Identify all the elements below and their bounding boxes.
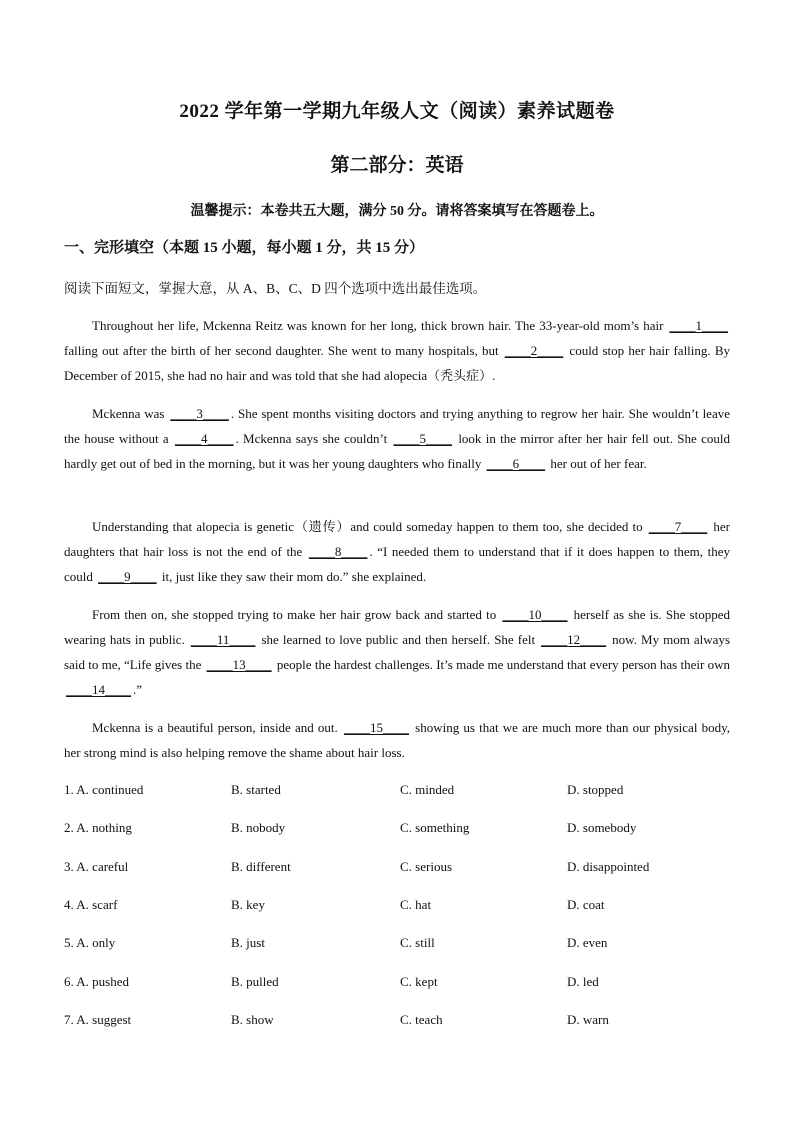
blank-7: ____7____ — [648, 519, 708, 534]
blank-3: ____3____ — [170, 406, 229, 421]
option-c: C. teach — [400, 1012, 443, 1027]
blank-8: ____8____ — [308, 544, 368, 559]
blank-5: ____5____ — [393, 431, 452, 446]
page-subtitle: 第二部分：英语 — [330, 155, 464, 176]
passage-paragraph-5 — [64, 715, 730, 765]
option-d: D. coat — [567, 897, 605, 912]
option-b: B. started — [231, 782, 281, 797]
blank-11: ____11____ — [190, 632, 256, 647]
option-b: B. just — [231, 935, 265, 950]
passage-text: she learned to love public and then herself. She felt — [257, 632, 540, 647]
passage-paragraph-3 — [64, 514, 730, 589]
passage-text: now. My mom always said to me, “Life gives the — [64, 632, 730, 672]
passage-text: her out of her fear. — [547, 456, 647, 471]
option-b: B. different — [231, 859, 291, 874]
section-heading: 一、完形填空（本题 15 小题，每小题 1 分，共 15 分） — [64, 240, 425, 256]
passage-text: showing us that we are much more than our physical body, her strong mind is also helping remove the shame about hair loss. — [64, 720, 731, 760]
blank-1: ____1____ — [669, 318, 728, 333]
passage-text: her daughters that hair loss is not the end of the — [64, 519, 730, 559]
page-title: 2022 学年第一学期九年级人文（阅读）素养试题卷 — [179, 101, 615, 122]
notice-text: 温馨提示：本卷共五大题，满分 50 分。请将答案填写在答题卷上。 — [190, 204, 604, 219]
blank-9: ____9____ — [98, 569, 157, 584]
question-options-row — [64, 782, 730, 802]
passage-text: .” — [133, 682, 143, 697]
passage-text: look in the mirror after her hair fell out. She could hardly get out of bed in the morning, but it was her young daughters who finally — [64, 431, 730, 471]
passage-text: falling out after the birth of her second daughter. She went to many hospitals, but — [64, 343, 503, 358]
passage-text: . She spent months visiting doctors and trying anything to regrow her hair. She wouldn’t leave the house without a — [64, 406, 730, 446]
option-d: D. warn — [567, 1012, 609, 1027]
blank-13: ____13____ — [206, 657, 272, 672]
option-d: D. even — [567, 935, 608, 950]
question-options-row — [64, 820, 730, 840]
option-d: D. somebody — [567, 820, 637, 835]
passage-text: Mckenna was — [92, 406, 169, 421]
passage-text: . Mckenna says she couldn’t — [235, 431, 392, 446]
option-c: C. something — [400, 820, 470, 835]
passage-text: it, just like they saw their mom do.” she explained. — [158, 569, 427, 584]
blank-12: ____12____ — [541, 632, 607, 647]
option-c: C. serious — [400, 859, 452, 874]
passage-paragraph-2 — [64, 401, 730, 476]
option-a: 4. A. scarf — [64, 897, 118, 912]
option-a: 5. A. only — [64, 935, 116, 950]
option-a: 7. A. suggest — [64, 1012, 132, 1027]
option-d: D. led — [567, 974, 599, 989]
option-b: B. nobody — [231, 820, 286, 835]
passage-paragraph-1 — [64, 313, 730, 388]
blank-15: ____15____ — [343, 720, 409, 735]
option-c: C. hat — [400, 897, 432, 912]
section-instruction: 阅读下面短文，掌握大意，从 A、B、C、D 四个选项中选出最佳选项。 — [64, 281, 487, 296]
blank-6: ____6____ — [486, 456, 546, 471]
passage-text: could stop her hair falling. By December of 2015, she had no hair and was told that she had alopecia（秃头症）. — [64, 343, 730, 383]
passage-text: From then on, she stopped trying to make her hair grow back and started to — [92, 607, 501, 622]
question-options-row — [64, 935, 730, 955]
passage-text: . “I needed them to understand that if it does happen to them, they could — [64, 544, 730, 584]
question-options-row — [64, 859, 730, 879]
passage-text: Mckenna is a beautiful person, inside and out. — [92, 720, 342, 735]
option-b: B. show — [231, 1012, 274, 1027]
option-a: 3. A. careful — [64, 859, 129, 874]
option-b: B. pulled — [231, 974, 279, 989]
passage-paragraph-4 — [64, 602, 730, 702]
passage-text: herself as she is. She stopped wearing hats in public. — [64, 607, 731, 647]
blank-14: ____14____ — [66, 682, 131, 697]
option-c: C. minded — [400, 782, 455, 797]
option-b: B. key — [231, 897, 265, 912]
passage-text: people the hardest challenges. It’s made me understand that every person has their own — [273, 657, 730, 672]
question-options-row — [64, 897, 730, 917]
question-options-row — [64, 1012, 730, 1032]
option-c: C. kept — [400, 974, 438, 989]
question-options-row — [64, 974, 730, 994]
option-a: 6. A. pushed — [64, 974, 129, 989]
blank-10: ____10____ — [502, 607, 568, 622]
option-d: D. disappointed — [567, 859, 650, 874]
blank-2: ____2____ — [504, 343, 564, 358]
option-a: 1. A. continued — [64, 782, 144, 797]
option-a: 2. A. nothing — [64, 820, 132, 835]
option-c: C. still — [400, 935, 435, 950]
option-d: D. stopped — [567, 782, 624, 797]
passage-text: Throughout her life, Mckenna Reitz was known for her long, thick brown hair. The 33-year-old mom’s hair — [92, 318, 668, 333]
passage-text: Understanding that alopecia is genetic（遗传）and could someday happen to them too, she decided to — [92, 519, 647, 534]
blank-4: ____4____ — [174, 431, 234, 446]
